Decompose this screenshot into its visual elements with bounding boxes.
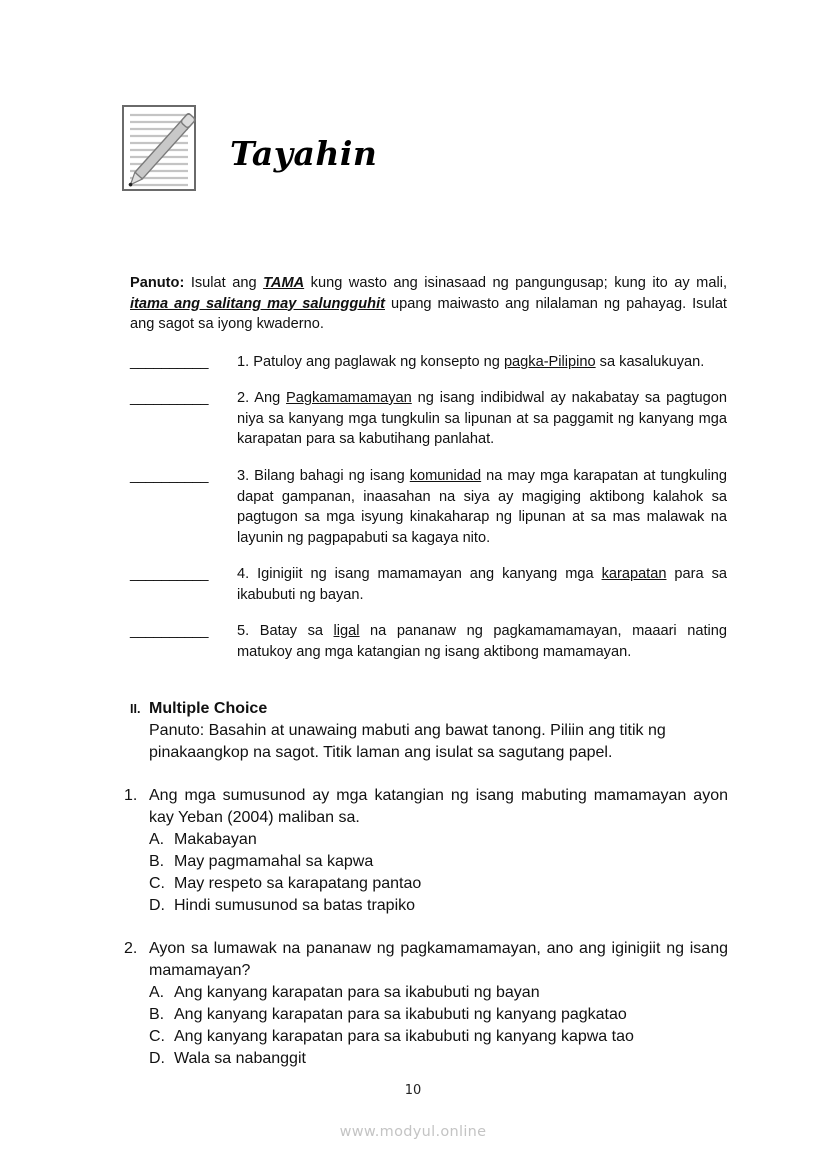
tf-item-5 <box>130 621 727 662</box>
item-number: 3. <box>237 468 250 484</box>
option-letter: D. <box>149 897 165 914</box>
instructions-text: kung wasto ang isinasaad ng pangungusap; kung ito ay mali, <box>304 275 727 291</box>
option-text: Ang kanyang karapatan para sa ikabubuti ng bayan <box>174 984 540 1001</box>
option-letter: A. <box>149 831 165 848</box>
page-number: 10 <box>404 1083 422 1098</box>
option-letter: B. <box>149 1006 165 1023</box>
page-title: Tayahin <box>230 134 378 173</box>
tf-item-3 <box>130 466 727 548</box>
options-list <box>149 829 728 917</box>
underlined-word: Pagkamamamayan <box>286 390 412 406</box>
option-text: Ang kanyang karapatan para sa ikabubuti ng kanyang pagkatao <box>174 1006 627 1023</box>
answer-blank[interactable]: __________ <box>130 468 209 484</box>
tf-item-text <box>237 564 727 605</box>
underlined-word: pagka-Pilipino <box>503 354 596 370</box>
mc-question-2 <box>124 938 728 1070</box>
options-list <box>149 982 728 1070</box>
tf-item-1 <box>130 352 727 373</box>
answer-blank[interactable]: __________ <box>130 390 209 406</box>
option-text: Makabayan <box>174 831 257 848</box>
emphasis-tama: TAMA <box>263 275 305 291</box>
option-text: May respeto sa karapatang pantao <box>174 875 422 892</box>
option-text: Wala sa nabanggit <box>174 1050 306 1067</box>
underlined-word: ligal <box>333 623 360 639</box>
question-text: Ang mga sumusunod ay mga katangian ng isang mabuting mamamayan ayon kay Yeban (2004) maliban sa. <box>149 787 728 826</box>
tf-item-text <box>237 388 727 450</box>
notepad-pencil-icon <box>122 103 196 191</box>
tf-item-text <box>237 352 727 373</box>
tf-item-2 <box>130 388 727 450</box>
answer-blank[interactable]: __________ <box>130 566 209 582</box>
section-title: Multiple Choice <box>149 700 268 717</box>
instructions-text: upang maiwasto ang nilalaman ng pahayag. Isulat ang sagot sa iyong kwaderno. <box>130 295 727 332</box>
question-text: Ayon sa lumawak na pananaw ng pagkamamamayan, ano ang iginigiit ng isang mamamayan? <box>149 940 728 979</box>
option-letter: C. <box>149 1028 165 1045</box>
option-text: May pagmamahal sa kapwa <box>174 853 374 870</box>
item-text: Bilang bahagi ng isang <box>249 468 410 484</box>
item-number: 4. <box>237 566 250 582</box>
part2-instructions: Panuto: Basahin at unawaing mabuti ang bawat tanong. Piliin ang titik ng pinakaangkop na sagot. Titik laman ang isulat sa sagutang papel. <box>149 722 666 761</box>
section-numeral: II. <box>130 702 141 716</box>
item-text: na pananaw ng pagkamamamayan, maaari nating matukoy ang mga katangian ng isang aktibong mamamayan. <box>237 623 727 660</box>
item-text: Iginigiit ng isang mamamayan ang kanyang mga <box>249 566 602 582</box>
option-b[interactable] <box>149 1004 728 1026</box>
item-number: 1. <box>237 354 250 370</box>
instructions-text: Isulat ang <box>184 275 264 291</box>
option-letter: D. <box>149 1050 165 1067</box>
option-b[interactable] <box>149 851 728 873</box>
item-text: na may mga karapatan at tungkuling dapat gampanan, inaasahan na siya ay magiging aktibong kalahok sa pagtugon sa mga isyung kinakaharap ng lipunan at sa mas malawak na layunin ng pagpapabuti sa kagaya nito. <box>237 468 727 546</box>
item-text: sa kasalukuyan. <box>595 354 705 370</box>
watermark: www.modyul.online <box>339 1124 487 1140</box>
item-text: para sa ikabubuti ng bayan. <box>237 566 728 603</box>
option-letter: C. <box>149 875 165 892</box>
item-number: 5. <box>237 623 250 639</box>
option-text: Hindi sumusunod sa batas trapiko <box>174 897 416 914</box>
answer-blank[interactable]: __________ <box>130 623 209 639</box>
option-a[interactable] <box>149 829 728 851</box>
answer-blank[interactable]: __________ <box>130 354 209 370</box>
tf-item-4 <box>130 564 727 605</box>
option-text: Ang kanyang karapatan para sa ikabubuti ng kanyang kapwa tao <box>174 1028 634 1045</box>
tf-item-text <box>237 466 727 548</box>
option-c[interactable] <box>149 1026 728 1048</box>
mc-question-1 <box>124 785 728 917</box>
underlined-word: komunidad <box>409 468 482 484</box>
part1-instructions <box>130 273 727 335</box>
underlined-word: karapatan <box>601 566 667 582</box>
item-text: Ang <box>249 390 287 406</box>
option-a[interactable] <box>149 982 728 1004</box>
question-number: 2. <box>124 940 138 957</box>
part2-section <box>130 698 730 764</box>
instructions-label: Panuto: <box>130 275 185 291</box>
option-letter: B. <box>149 853 165 870</box>
item-text: ng isang indibidwal ay nakabatay sa pagtugon niya sa kanyang mga tungkulin sa lipunan at sa paggamit ng kanyang mga karapatan para sa kabutihang panlahat. <box>237 390 727 447</box>
item-text: Batay sa <box>249 623 334 639</box>
option-d[interactable] <box>149 1048 728 1070</box>
option-d[interactable] <box>149 895 728 917</box>
tf-item-text <box>237 621 727 662</box>
option-c[interactable] <box>149 873 728 895</box>
item-number: 2. <box>237 390 250 406</box>
item-text: Patuloy ang paglawak ng konsepto ng <box>249 354 504 370</box>
question-number: 1. <box>124 787 138 804</box>
emphasis-itama: itama ang salitang may salungguhit <box>130 295 385 312</box>
option-letter: A. <box>149 984 165 1001</box>
